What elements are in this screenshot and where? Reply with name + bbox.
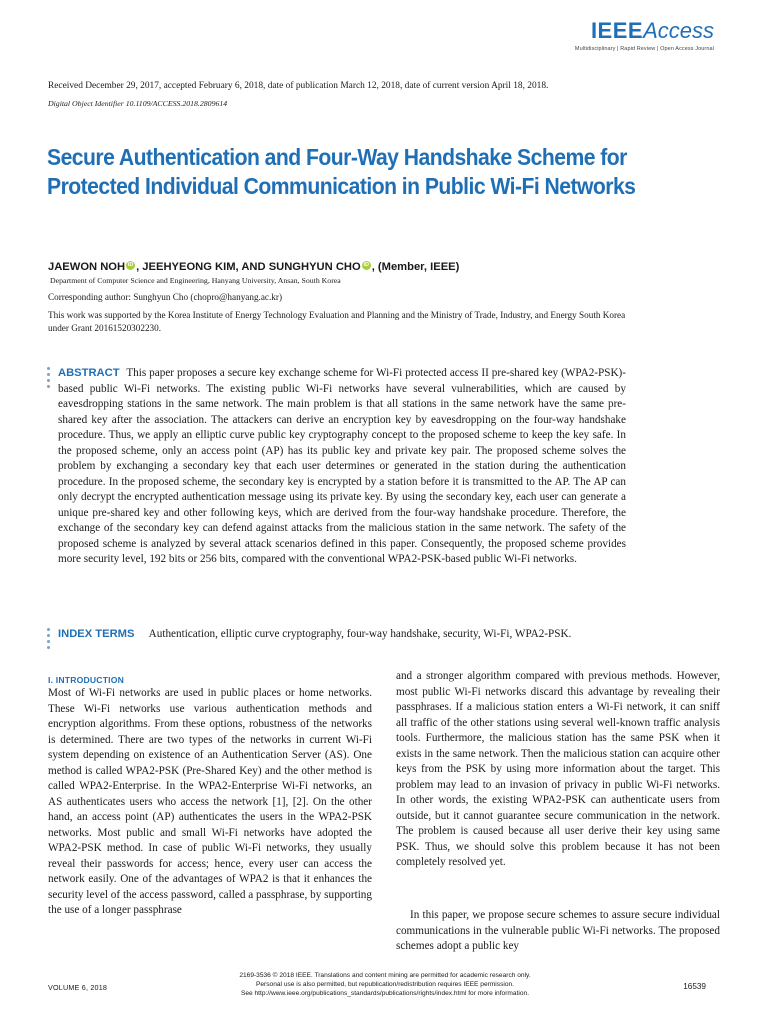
license-line: Personal use is also permitted, but republication/redistribution requires IEEE permission. (255, 981, 515, 988)
index-terms (58, 627, 626, 643)
logo-tagline: Multidisciplinary | Rapid Review | Open Access Journal (574, 46, 714, 52)
logo-access: Access (643, 18, 714, 43)
author-line (48, 260, 459, 274)
affiliation: Department of Computer Science and Engineering, Hanyang University, Ansan, South Korea (50, 276, 341, 285)
orcid-icon[interactable]: iD (363, 262, 369, 268)
abstract-label: ABSTRACT (58, 367, 120, 379)
doi: Digital Object Identifier 10.1109/ACCESS.2018.2809614 (48, 99, 228, 108)
abstract-text: This paper proposes a secure key exchange scheme for Wi-Fi protected access II pre-shared key (WPA2-PSK)-based public Wi-Fi networks. The existing public Wi-Fi networks have several vulnerabilities, which are caused by eavesdropping stations in the same network. The main problem is that all stations in the same network have the same pre-shared key after the association. The attackers can derive an encryption key by eavesdropping on the four-way handshake procedure. Thus, we apply an elliptic curve public key cryptography concept to the proposed scheme to keep the key safe. In the proposed scheme, only an access point (AP) has its public key and private key pair. The proposed scheme solves the problem by exchanging a secondary key that each user determines or generated in the station during the authentication procedure. In the proposed scheme, the secondary key is encrypted by a station before it is transmitted to the AP. The AP can only decrypt the encrypted authentication message using its private key. By using the secondary key, each user can generate a unique pre-shared key and other following keys, which are derived from the four-way handshake procedure. Therefore, the exchange of the secondary key can defend against attacks from the malicious station in the same network. The safety of the proposed scheme is analyzed by several attack scenarios defined in this paper. Consequently, the proposed scheme provides more security level, 192 bits or 256 bits, compared with the conventional WPA2-PSK-based public Wi-Fi networks. (58, 367, 626, 565)
page-number: 16539 (683, 982, 706, 991)
index-terms-label: INDEX TERMS (58, 628, 135, 640)
paper-title: Secure Authentication and Four-Way Handshake Scheme for Protected Individual Communication in Public Wi-Fi Networks (47, 144, 636, 199)
footer-volume: VOLUME 6, 2018 (48, 983, 108, 992)
author-names: , JEEHYEONG KIM, AND SUNGHYUN CHO (136, 261, 361, 273)
license-line: 2169-3536 © 2018 IEEE. Translations and content mining are permitted for academic research only. (239, 972, 531, 979)
logo-ieee: IEEE (590, 18, 644, 43)
corresponding-author: Corresponding author: Sunghyun Cho (chopro@hanyang.ac.kr) (48, 292, 283, 302)
license-link[interactable]: See http://www.ieee.org/publications_standards/publications/rights/index.html for more information. (240, 990, 530, 997)
section-heading: I. INTRODUCTION (48, 675, 125, 685)
author-name: JAEWON NOH (48, 261, 126, 273)
index-terms-text: Authentication, elliptic curve cryptography, four-way handshake, security, Wi-Fi, WPA2-PSK. (148, 628, 572, 640)
footer-license (200, 971, 570, 998)
orcid-icon[interactable]: iD (127, 262, 134, 268)
received-dates: Received December 29, 2017, accepted February 6, 2018, date of publication March 12, 2018, date of current version April 18, 2018. (48, 81, 549, 91)
intro-column-left: Most of Wi-Fi networks are used in public places or home networks. These Wi-Fi networks use various authentication methods and encryption algorithms. From these options, robustness of the networks is determined. There are two types of the networks in current Wi-Fi system depending on existence of an Authentication Server (AS). One method is called WPA2-PSK (Pre-Shared Key) and the other method is called WPA2-Enterprise. In the WPA2-Enterprise Wi-Fi networks, an AS authenticates users who access the network [1], [2]. On the other hand, an access point (AP) authenticates the users in the WPA2-PSK networks. Most public and small Wi-Fi networks have adopted the WPA2-PSK method. In case of public Wi-Fi networks, they usually reveal their passwords for access; hence, every user can access the network easily. One of the advantages of WPA2 is that it enhances the security level of the access password, called a passphrase, by supporting the use of a longer passphrase (48, 687, 372, 916)
abstract-marker-icon (47, 367, 50, 391)
author-membership: , (Member, IEEE) (371, 261, 460, 273)
abstract (58, 366, 626, 568)
journal-logo (575, 18, 714, 52)
funding-note: This work was supported by the Korea Institute of Energy Technology Evaluation and Planning and the Ministry of Trade, Industry, and Energy South Korea under Grant 20161520302230. (48, 310, 626, 333)
intro-column-right: and a stronger algorithm compared with previous methods. However, most public Wi-Fi networks discard this advantage by revealing their passphrases. If a malicious station enters a Wi-Fi network, it can sniff all traffic of the other stations using several well-known traffic analysis tools. Furthermore, the malicious station has the same PSK when it exists in the same network. Then the malicious station can acquire other keys from the PSK by using more information about the target. This problem may lead to an invasion of privacy in public Wi-Fi networks. In other words, the existing WPA2-PSK can authenticate users from outside, but it cannot guarantee secure communication in the network. The problem is caused because all user derive their key using same PSK. Thus, we should solve this problem because it has not been completely resolved yet. (396, 670, 720, 868)
intro-paragraph-2: In this paper, we propose secure schemes to assure secure individual communications in the vulnerable public Wi-Fi networks. The proposed schemes adopt a public key (396, 909, 720, 952)
index-terms-marker-icon (47, 628, 50, 652)
